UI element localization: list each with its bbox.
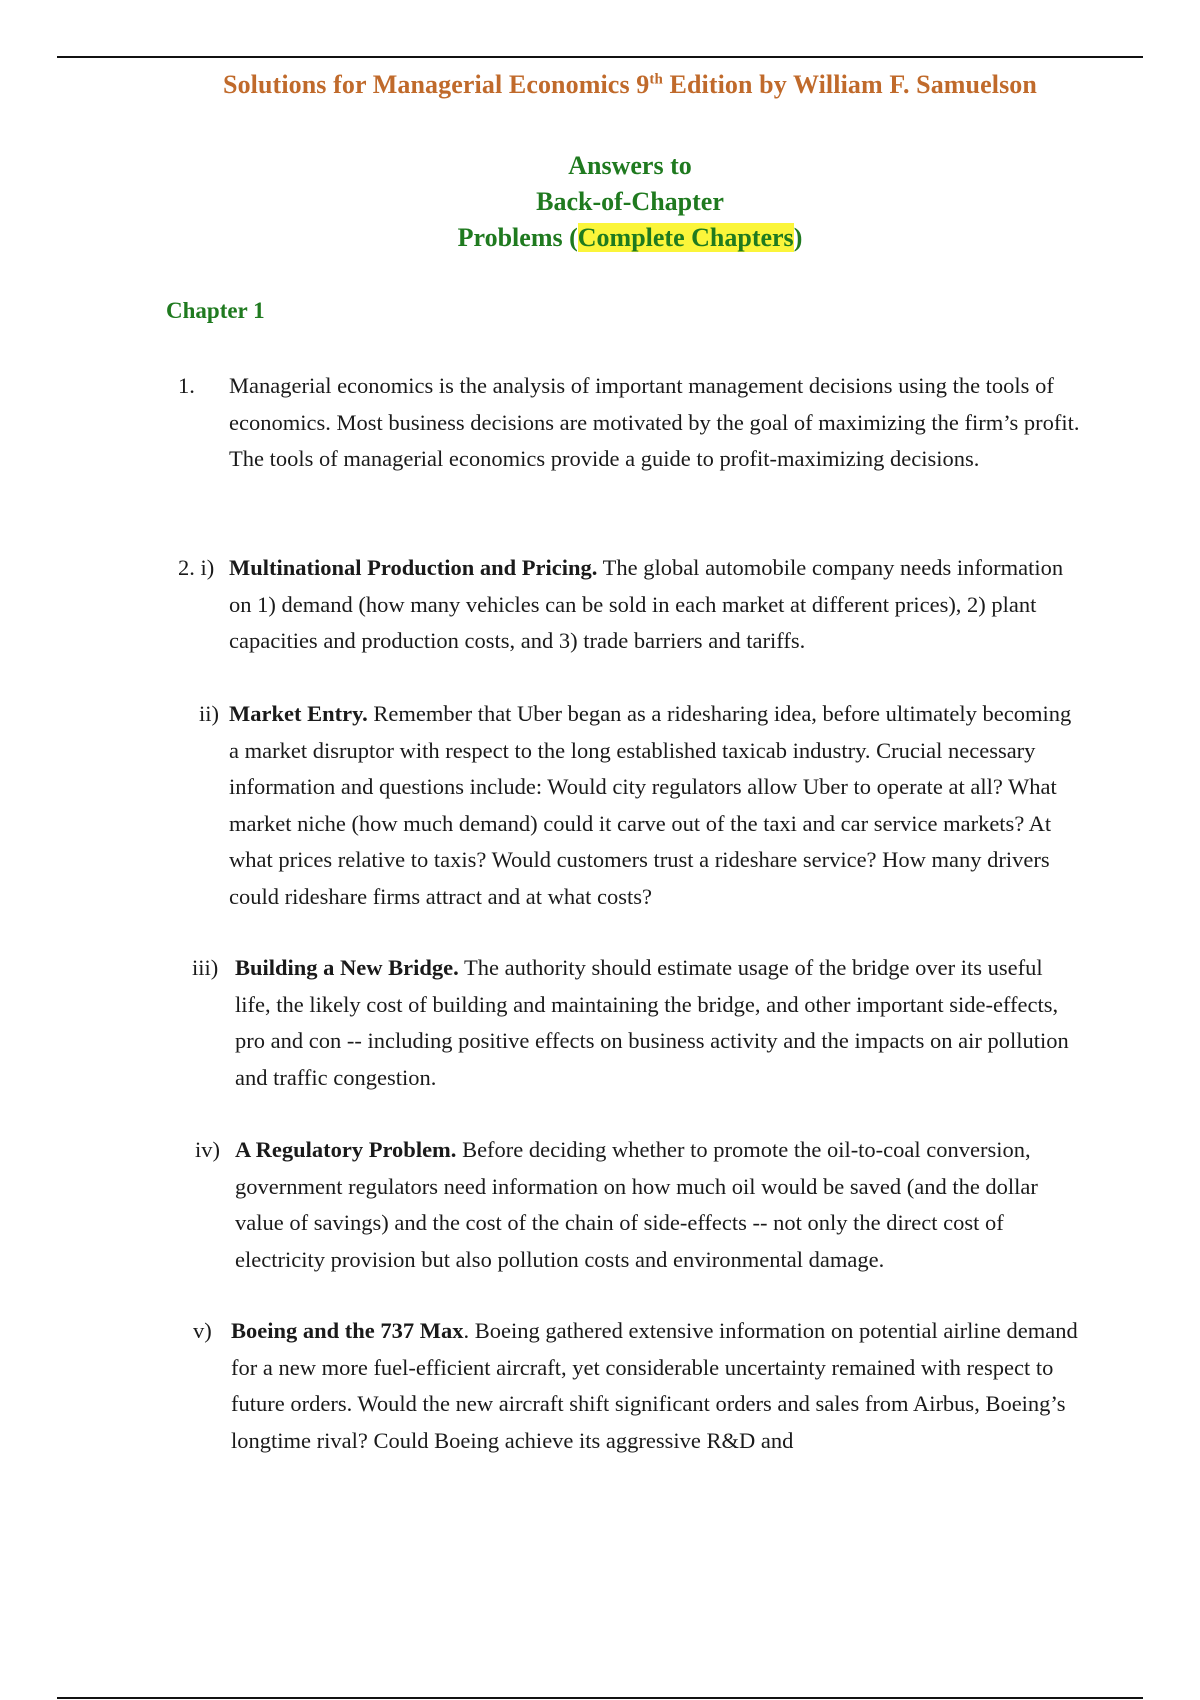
answer-text: Managerial economics is the analysis of important management decisions using the tools of economics. Most business decisions are motivated by the goal of maximizing the firm’s profit. The tools of managerial economics provide a guide to profit-maximizing decisions. [229,373,1080,471]
document-title: Solutions for Managerial Economics 9th Edition by William F. Samuelson [223,70,1037,99]
answer-label: iv) [195,1137,220,1162]
subtitle-line-3: Problems (Complete Chapters) [457,223,803,252]
answer-label: 1. [178,373,195,398]
answer-label: 2. i) [178,555,215,580]
document-subtitle [0,148,1200,256]
answer-text: Building a New Bridge. The authority should estimate usage of the bridge over its useful life, the likely cost of building and maintaining the bridge, and other important side-effects, pro and con -- including positive effects on business activity and the impacts on air pollution and traffic congestion. [235,955,1069,1090]
subtitle-line-1: Answers to [568,151,692,180]
highlighted-text: Complete Chapters [577,223,794,252]
answer-label: ii) [199,701,219,726]
answer-text: Boeing and the 737 Max. Boeing gathered extensive information on potential airline demand for a new more fuel-efficient aircraft, yet considerable uncertainty remained with respect to future orders. Would the new aircraft shift significant orders and sales from Airbus, Boeing’s longtime rival? Could Boeing achieve its aggressive R&D and [231,1318,1078,1453]
chapter-heading: Chapter 1 [166,298,265,323]
answer-text: A Regulatory Problem. Before deciding whether to promote the oil-to-coal conversion, government regulators need information on how much oil would be saved (and the dollar value of savings) and the cost of the chain of side-effects -- not only the direct cost of electricity provision but also pollution costs and environmental damage. [235,1137,1038,1272]
answer-label: v) [193,1318,212,1343]
top-rule [57,56,1143,58]
answer-label: iii) [192,955,219,980]
answer-text: Market Entry. Remember that Uber began as a ridesharing idea, before ultimately becoming a market disruptor with respect to the long established taxicab industry. Crucial necessary information and questions include: Would city regulators allow Uber to operate at all? What market niche (how much demand) could it carve out of the taxi and car service markets? At what prices relative to taxis? Would customers trust a rideshare service? How many drivers could rideshare firms attract and at what costs? [229,701,1072,909]
bottom-rule [57,1697,1143,1699]
subtitle-line-2: Back-of-Chapter [536,187,724,216]
answer-text: Multinational Production and Pricing. The global automobile company needs information on 1) demand (how many vehicles can be sold in each market at different prices), 2) plant capacities and production costs, and 3) trade barriers and tariffs. [229,555,1064,653]
